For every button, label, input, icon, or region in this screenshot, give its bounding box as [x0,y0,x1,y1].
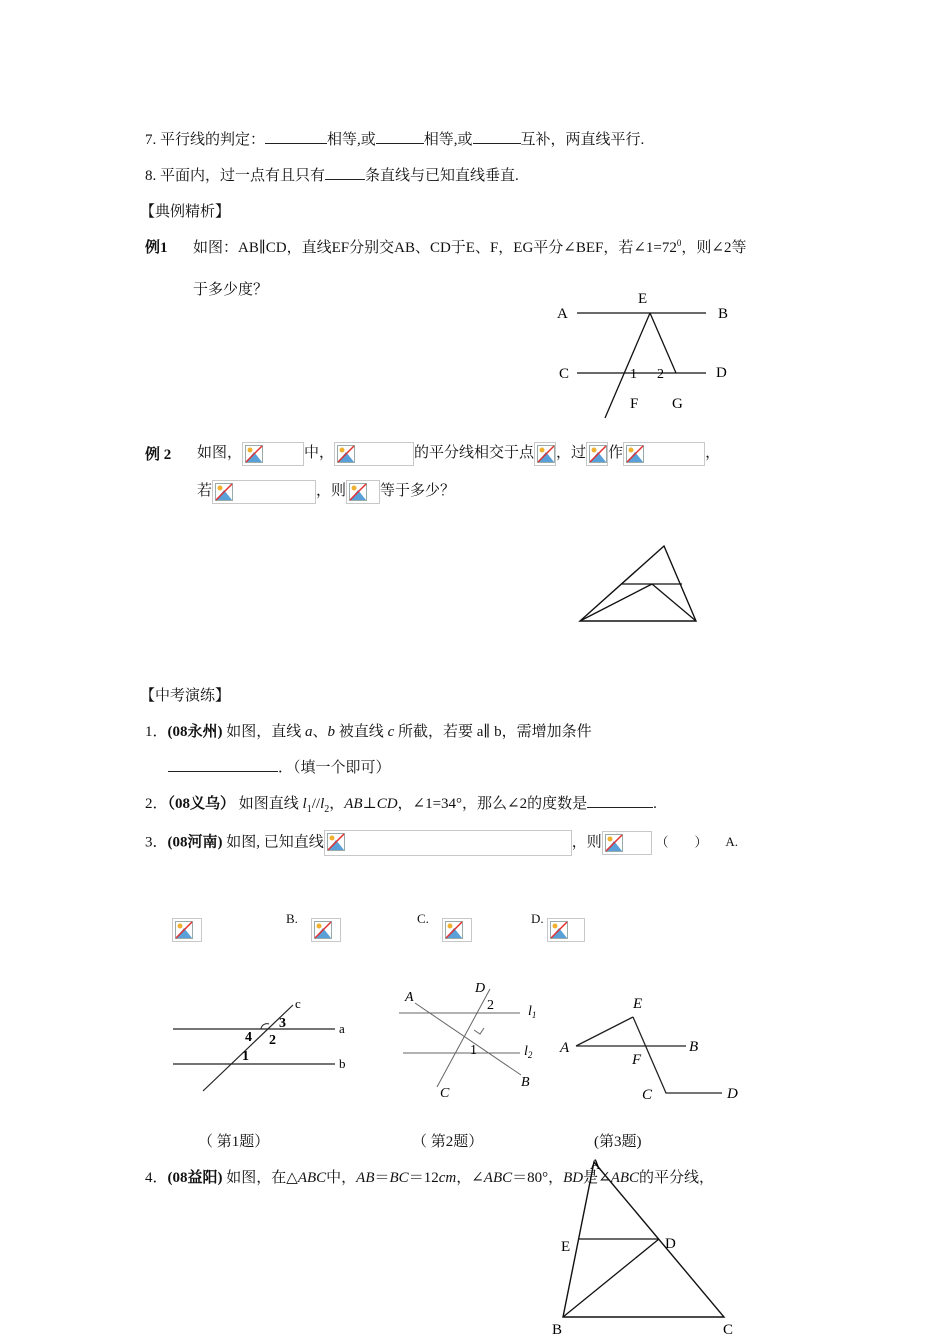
item-7-part2: 相等,或 [423,132,473,148]
angle-4: 4 [245,1030,252,1045]
label-b: B [689,1039,699,1055]
q4-number: 4． [145,1170,168,1186]
item-8 [145,164,519,185]
q4-cm: cm [438,1170,457,1186]
q1-tail: ．（填一个即可） [278,760,391,776]
item-7-lead: 平行线的判定： [160,132,266,148]
q4-abc2: ABC [483,1170,513,1186]
image-placeholder [334,442,414,466]
label-c: C [723,1322,734,1338]
blank-8[interactable] [325,165,365,180]
q2-cd: CD [376,796,398,812]
bisector-right [652,584,696,621]
blank-7c[interactable] [473,129,521,144]
example-2-text5: 作 [608,445,624,461]
q1-sep: 、 [312,724,328,740]
broken-image-icon [550,921,568,939]
angle-2-label: 2 [657,367,664,382]
q2-comma: ， [329,796,345,812]
image-placeholder [212,480,316,504]
q2-source: （08义乌） [167,796,236,812]
label-b: B [521,1075,530,1090]
item-8-number: 8. [145,168,157,184]
q4-eq: ＝ [374,1170,390,1186]
blank-7a[interactable] [265,129,327,144]
example-2-line2 [197,479,455,504]
image-placeholder [547,918,585,942]
item-7-part1: 相等,或 [327,132,376,148]
broken-image-icon [589,445,607,463]
figure-2-caption: （ 第2题） [412,1134,484,1150]
example-2-line1 [197,441,720,466]
q4-abc3: ABC [610,1170,640,1186]
question-3 [145,830,738,856]
example-2-text3: 的平分线相交于点 [414,445,535,461]
q4-text-g: 的平分线， [639,1170,715,1186]
q3-text-a: 如图, 已知直线 [222,834,324,851]
label-l2-sub: 2 [527,1050,533,1060]
bisector-bd [563,1239,659,1317]
example-2-figure [570,540,710,630]
q2-answer-blank[interactable] [587,793,653,808]
q2-ab: AB [344,796,363,812]
label-d: D [716,365,727,381]
image-placeholder [172,918,202,942]
question-1 [145,720,592,741]
q4-ab: AB [356,1170,375,1186]
q2-l1-sub: 1 [306,804,312,815]
q3-option-b[interactable] [311,918,341,942]
q4-text-c: ＝12 [408,1170,439,1186]
section-exam-heading: 【中考演练】 [140,688,231,704]
label-l1-letter: l [528,1004,532,1019]
q1-text-c: 所截，若要 a∥ b，需增加条件 [394,724,592,740]
item-7 [145,128,644,149]
q1-var-b: b [327,724,336,740]
label-b: B [718,306,729,322]
q3-option-a-label: A. [725,834,738,850]
q1-var-a: a [305,724,313,740]
broken-image-icon [445,921,463,939]
label-d: D [665,1236,676,1252]
q3-answer-paren[interactable]: （ ） [655,834,708,850]
angle-2: 2 [487,998,494,1013]
item-8-lead: 平面内，过一点有且只有 [160,168,326,184]
angle-arc [261,1024,269,1029]
q3-option-a[interactable] [172,918,202,942]
q4-text-e: ＝80°， [512,1170,564,1186]
broken-image-icon [245,445,263,463]
label-d: D [727,1086,738,1102]
image-placeholder [602,831,652,855]
angle-1: 1 [470,1043,477,1058]
example-2-text6: ， [705,445,721,461]
label-d: D [475,981,486,996]
q2-l2: l [320,796,325,812]
q2-text-a: 如图直线 [235,796,303,812]
q4-text-b: 中， [326,1170,357,1186]
q1-text-b: 被直线 [335,724,388,740]
angle-3: 3 [279,1016,286,1031]
q3-option-b-label: B. [286,911,298,926]
segment-ae [576,1017,633,1046]
angle-1-label: 1 [630,367,637,382]
figure-1-caption: （ 第1题） [198,1134,270,1150]
broken-image-icon [537,445,555,463]
broken-image-icon [626,445,644,463]
image-placeholder [534,442,556,466]
image-placeholder [324,830,572,856]
image-placeholder [623,442,705,466]
broken-image-icon [605,834,623,852]
q1-number: 1． [145,724,168,740]
image-placeholder [586,442,608,466]
image-placeholder [242,442,304,466]
label-e: E [561,1239,571,1255]
question-2 [145,792,657,815]
section-examples-heading: 【典例精析】 [140,204,231,220]
broken-image-icon [349,483,367,501]
example-2-text2: 中， [304,445,335,461]
label-g: G [672,396,683,412]
question-1-line2 [168,756,391,777]
label-f: F [630,396,639,412]
line-ab [415,1003,521,1075]
label-e: E [638,291,648,307]
q2-perp: ⊥ [362,796,377,812]
label-a: A [557,306,568,322]
figure-q3 [552,990,752,1110]
label-a: A [405,990,414,1005]
example-1-line1 [193,236,746,257]
label-e: E [633,996,643,1012]
figure-3-caption: (第3题) [594,1134,642,1150]
example-2-text8: ，则 [316,483,347,499]
blank-7b[interactable] [376,129,424,144]
q2-l1: l [302,796,307,812]
broken-image-icon [215,483,233,501]
label-a: A [590,1157,601,1173]
example-2-text1: 如图， [197,445,243,461]
item-7-part3: 互补，两直线平行. [520,132,645,148]
angle-2: 2 [269,1033,276,1048]
label-line-b: b [339,1056,346,1071]
label-l2-letter: l [524,1044,528,1059]
line-ef [605,313,650,418]
line-eg [650,313,676,373]
example-2-text9: 等于多少？ [380,483,456,499]
example-1-tag: 例1 [145,240,168,256]
label-c: C [440,1086,450,1101]
q3-option-c[interactable] [442,918,472,942]
q3-source: (08河南) [167,834,223,851]
line-cd [437,989,490,1087]
q2-text-b: ，∠1=34°，那么∠2的度数是 [397,796,588,812]
label-line-c: c [295,996,301,1011]
example-1-line2: 于多少度？ [193,282,269,298]
figure-q2 [395,975,555,1105]
broken-image-icon [175,921,193,939]
label-f: F [632,1052,642,1068]
example-1-figure [540,285,750,425]
example-2-text4: ，过 [556,445,587,461]
image-placeholder [311,918,341,942]
label-a: A [560,1040,570,1056]
broken-image-icon [337,445,355,463]
label-c: C [642,1087,653,1103]
q1-source: (08永州) [167,724,223,740]
q3-option-d[interactable] [547,918,585,942]
label-l1-sub: 1 [531,1010,537,1020]
path-ecd [633,1017,722,1093]
q4-abc: ABC [297,1170,327,1186]
label-c: C [559,366,570,382]
image-placeholder [442,918,472,942]
example-1-text-tail: ，则∠2等 [681,240,747,256]
q2-number: 2． [145,796,168,812]
q4-source: (08益阳) [167,1170,223,1186]
figure-q4 [545,1152,745,1342]
figure-q1 [165,990,365,1100]
angle-1: 1 [242,1049,249,1064]
q4-bd: BD [563,1170,584,1186]
item-8-tail: 条直线与已知直线垂直. [365,168,519,184]
q1-var-c: c [387,724,395,740]
q4-bc: BC [389,1170,409,1186]
broken-image-icon [327,833,345,851]
q4-text-d: ，∠ [456,1170,484,1186]
q3-number: 3． [145,834,168,851]
q3-option-c-label: C. [417,911,429,926]
q2-l2-sub: 2 [324,804,330,815]
example-1-text: 如图：AB∥CD，直线EF分别交AB、CD于E、F，EG平分∠BEF，若∠1=72 [193,240,677,256]
q3-option-d-label: D. [531,911,544,926]
q4-text-a: 如图，在△ [222,1170,298,1186]
label-line-a: a [339,1021,345,1036]
degree-mark: 0 [676,238,682,248]
label-b: B [552,1322,563,1338]
image-placeholder [346,480,380,504]
label-l1 [528,1004,536,1020]
right-angle-mark [474,1028,484,1034]
item-7-number: 7. [145,132,157,148]
q4-text-f: 是∠ [583,1170,611,1186]
q2-end: . [653,796,657,812]
example-2-tag: 例 2 [145,447,172,463]
label-l2 [524,1044,533,1060]
broken-image-icon [314,921,332,939]
q3-text-b: ，则 [571,834,602,851]
q1-text-a: 如图，直线 [222,724,306,740]
q1-answer-blank[interactable] [168,757,278,772]
q2-parallel: // [311,796,321,812]
example-2-text7: 若 [197,483,213,499]
